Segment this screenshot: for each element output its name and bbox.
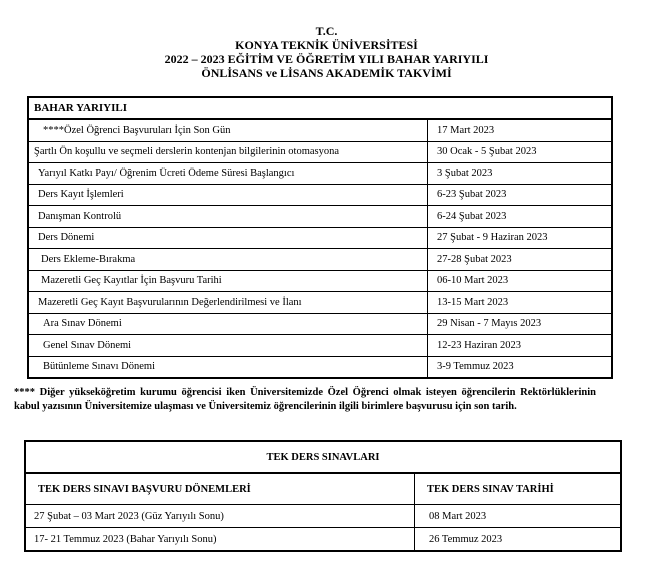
event-date: 29 Nisan - 7 Mayıs 2023 [428, 313, 613, 335]
event-label: Ara Sınav Dönemi [28, 313, 428, 335]
table-row [28, 163, 612, 185]
table-row [25, 505, 621, 528]
table-row [28, 119, 612, 141]
table-row [28, 335, 612, 357]
table-row [28, 206, 612, 228]
event-label: Bütünleme Sınavı Dönemi [28, 356, 428, 378]
event-label: Danışman Kontrolü [28, 206, 428, 228]
bahar-table-title: BAHAR YARIYILI [28, 97, 612, 119]
event-date: 17 Mart 2023 [428, 119, 613, 141]
table-row [28, 141, 612, 163]
tek-table-title: TEK DERS SINAVLARI [25, 441, 621, 473]
university-name: KONYA TEKNİK ÜNİVERSİTESİ [235, 38, 418, 52]
event-label: Şartlı Ön koşullu ve seçmeli derslerin kontenjan bilgilerinin otomasyona [28, 141, 428, 163]
event-label: Yarıyıl Katkı Payı/ Öğrenim Ücreti Ödeme Süresi Başlangıcı [28, 163, 428, 185]
event-date: 27-28 Şubat 2023 [428, 249, 613, 271]
exam-date: 26 Temmuz 2023 [415, 528, 622, 552]
table-row [28, 184, 612, 206]
tek-table-header-row [25, 473, 621, 505]
table-row [28, 292, 612, 314]
table-row [28, 270, 612, 292]
footnote: **** Diğer yükseköğretim kurumu öğrencisi iken Üniversitemizde Özel Öğrenci olmak isteyen öğrencilerin Rektörlüklerinin kabul yazısının Üniversitemize ulaşması ve Üniversitemiz öğrencilerinin ilgili birimlere başvurusu için son tarih. [14, 387, 596, 412]
document-header [0, 24, 653, 80]
event-date: 06-10 Mart 2023 [428, 270, 613, 292]
bahar-yariyili-table [27, 96, 613, 379]
event-date: 6-24 Şubat 2023 [428, 206, 613, 228]
event-label: Ders Ekleme-Bırakma [28, 249, 428, 271]
calendar-title: ÖNLİSANS ve LİSANS AKADEMİK TAKVİMİ [201, 66, 452, 80]
exam-date: 08 Mart 2023 [415, 505, 622, 528]
event-label: Mazeretli Geç Kayıtlar İçin Başvuru Tarihi [28, 270, 428, 292]
academic-year-title: 2022 – 2023 EĞİTİM VE ÖĞRETİM YILI BAHAR YARIYILI [164, 52, 489, 66]
event-date: 12-23 Haziran 2023 [428, 335, 613, 357]
table-row [28, 227, 612, 249]
bahar-table-title-row [28, 97, 612, 119]
event-date: 3 Şubat 2023 [428, 163, 613, 185]
application-period: 17- 21 Temmuz 2023 (Bahar Yarıyılı Sonu) [25, 528, 415, 552]
application-period: 27 Şubat – 03 Mart 2023 (Güz Yarıyılı Sonu) [25, 505, 415, 528]
header-line-tc: T.C. [315, 24, 338, 38]
table-row [28, 313, 612, 335]
column-header-period: TEK DERS SINAVI BAŞVURU DÖNEMLERİ [25, 473, 415, 505]
column-header-date: TEK DERS SINAV TARİHİ [415, 473, 622, 505]
event-label: Ders Dönemi [28, 227, 428, 249]
tek-ders-sinavlari-table [24, 440, 622, 552]
event-date: 3-9 Temmuz 2023 [428, 356, 613, 378]
event-label: Mazeretli Geç Kayıt Başvurularının Değerlendirilmesi ve İlanı [28, 292, 428, 314]
event-date: 13-15 Mart 2023 [428, 292, 613, 314]
event-date: 6-23 Şubat 2023 [428, 184, 613, 206]
event-label: Genel Sınav Dönemi [28, 335, 428, 357]
event-date: 27 Şubat - 9 Haziran 2023 [428, 227, 613, 249]
table-row [25, 528, 621, 552]
table-row [28, 249, 612, 271]
tek-table-title-row [25, 441, 621, 473]
event-label: Ders Kayıt İşlemleri [28, 184, 428, 206]
table-row [28, 356, 612, 378]
event-label: ****Özel Öğrenci Başvuruları İçin Son Gün [28, 119, 428, 141]
event-date: 30 Ocak - 5 Şubat 2023 [428, 141, 613, 163]
